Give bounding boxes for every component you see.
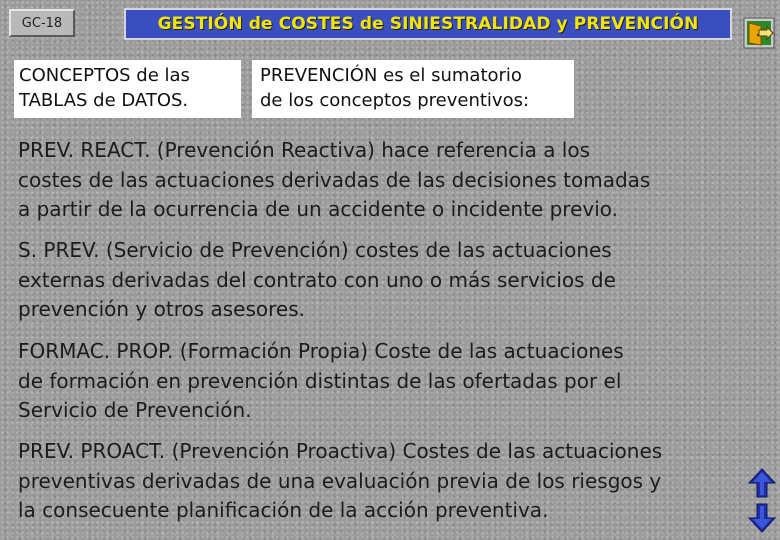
concept-prev-proact bbox=[18, 437, 748, 526]
arrow-down-icon bbox=[748, 503, 776, 533]
exit-button[interactable] bbox=[743, 17, 775, 49]
concept-line: PREV. PROACT. (Prevención Proactiva) Costes de las actuaciones bbox=[18, 439, 663, 463]
conceptos-box bbox=[14, 60, 241, 118]
concept-formac-prop bbox=[18, 337, 748, 426]
concept-line: la consecuente planificación de la acción preventiva. bbox=[18, 498, 549, 522]
slide-code-badge: GC-18 bbox=[9, 9, 75, 37]
concept-line: a partir de la ocurrencia de un accidente o incidente previo. bbox=[18, 197, 619, 221]
concept-line: S. PREV. (Servicio de Prevención) costes de las actuaciones bbox=[18, 238, 612, 262]
concept-line: Servicio de Prevención. bbox=[18, 398, 252, 422]
page-title-bar bbox=[124, 8, 732, 40]
prevencion-line-2: de los conceptos preventivos: bbox=[260, 90, 530, 111]
concept-line: de formación en prevención distintas de las ofertadas por el bbox=[18, 368, 622, 393]
previous-page-button[interactable] bbox=[748, 468, 776, 498]
concept-prev-react bbox=[18, 136, 748, 225]
concept-line: PREV. REACT. (Prevención Reactiva) hace referencia a los bbox=[18, 138, 591, 162]
next-page-button[interactable] bbox=[748, 503, 776, 533]
conceptos-line-1: CONCEPTOS de las bbox=[19, 65, 190, 86]
concept-line: prevención y otros asesores. bbox=[18, 297, 305, 321]
concept-line: externas derivadas del contrato con uno o más servicios de bbox=[18, 267, 616, 292]
prevencion-line-1: PREVENCIÓN es el sumatorio bbox=[260, 65, 522, 86]
prevencion-box bbox=[252, 60, 574, 118]
concept-s-prev bbox=[18, 236, 748, 325]
arrow-up-icon bbox=[748, 468, 776, 498]
page-title: GESTIÓN de COSTES de SINIESTRALIDAD y PREVENCIÓN bbox=[157, 14, 699, 34]
concept-line: FORMAC. PROP. (Formación Propia) Coste de las actuaciones bbox=[18, 339, 624, 363]
concept-line: costes de las actuaciones derivadas de las decisiones tomadas bbox=[18, 167, 651, 192]
concept-line: preventivas derivadas de una evaluación previa de los riesgos y bbox=[18, 468, 662, 493]
exit-door-arrow-icon bbox=[743, 17, 775, 49]
conceptos-line-2: TABLAS de DATOS. bbox=[19, 90, 189, 111]
